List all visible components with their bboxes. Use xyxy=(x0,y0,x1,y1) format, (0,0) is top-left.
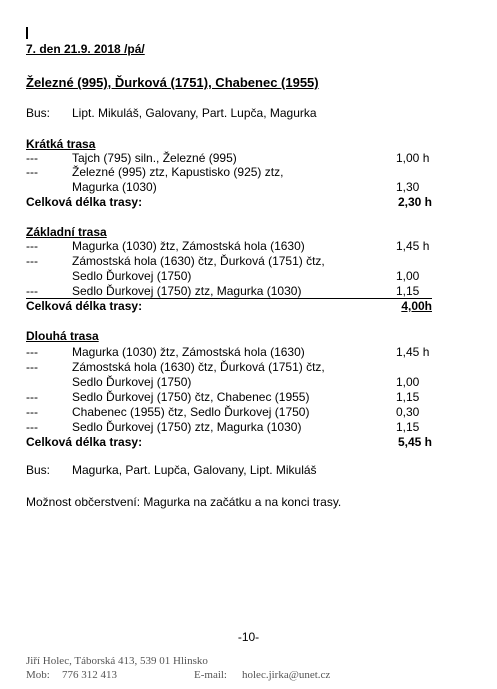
row-time: 1,15 xyxy=(396,420,420,434)
section-title-dlouha: Dlouhá trasa xyxy=(26,329,99,343)
route-heading: Železné (995), Ďurková (1751), Chabenec (1955) xyxy=(26,75,319,90)
section-title-kratka: Krátká trasa xyxy=(26,137,96,151)
footer-email: holec.jirka@unet.cz xyxy=(242,669,331,681)
text-cursor xyxy=(26,27,28,39)
row-desc-cont: Sedlo Ďurkovej (1750) xyxy=(72,269,192,283)
row-time: 1,00 xyxy=(396,269,420,283)
row-time: 1,00 h xyxy=(396,151,430,165)
row-dash: --- xyxy=(26,390,38,404)
row-dash: --- xyxy=(26,345,38,359)
footer-address: Jiří Holec, Táborská 413, 539 01 Hlinsko xyxy=(26,655,208,667)
row-desc: Sedlo Ďurkovej (1750) ztz, Magurka (1030) xyxy=(72,420,302,434)
row-dash: --- xyxy=(26,151,38,165)
bus-out-text: Magurka, Part. Lupča, Galovany, Lipt. Mikuláš xyxy=(72,463,317,477)
total-label: Celková délka trasy: xyxy=(26,299,143,313)
total-value: 2,30 h xyxy=(397,195,432,209)
row-dash: --- xyxy=(26,360,38,374)
total-label: Celková délka trasy: xyxy=(26,435,143,449)
row-dash: --- xyxy=(26,254,38,268)
row-desc: Sedlo Ďurkovej (1750) ztz, Magurka (1030) xyxy=(72,284,302,298)
footer-mob: 776 312 413 xyxy=(62,669,117,681)
row-time: 1,30 xyxy=(396,180,420,194)
row-desc-cont: Magurka (1030) xyxy=(72,180,157,194)
row-desc: Tajch (795) siln., Železné (995) xyxy=(72,151,237,165)
row-time: 1,15 xyxy=(396,284,420,298)
row-desc-cont: Sedlo Ďurkovej (1750) xyxy=(72,375,192,389)
row-time: 1,15 xyxy=(396,390,420,404)
bus-out-label: Bus: xyxy=(26,463,51,477)
total-value: 4,00h xyxy=(401,299,432,313)
row-desc: Magurka (1030) žtz, Zámostská hola (1630) xyxy=(72,345,305,359)
refreshment-note: Možnost občerstvení: Magurka na začátku a na konci trasy. xyxy=(26,495,342,509)
row-desc: Zámostská hola (1630) čtz, Ďurková (1751) čtz, xyxy=(72,360,325,374)
row-dash: --- xyxy=(26,405,38,419)
page-number: -10- xyxy=(237,630,260,644)
total-label: Celková délka trasy: xyxy=(26,195,143,209)
bus-in-label: Bus: xyxy=(26,106,51,120)
row-time: 1,45 h xyxy=(396,345,430,359)
row-time: 1,00 xyxy=(396,375,420,389)
section-title-zakladni: Základní trasa xyxy=(26,225,107,239)
row-desc: Železné (995) ztz, Kapustisko (925) ztz, xyxy=(72,165,284,179)
bus-in-text: Lipt. Mikuláš, Galovany, Part. Lupča, Magurka xyxy=(72,106,317,120)
row-desc: Magurka (1030) žtz, Zámostská hola (1630) xyxy=(72,239,305,253)
row-dash: --- xyxy=(26,420,38,434)
row-dash: --- xyxy=(26,284,38,298)
row-desc: Chabenec (1955) čtz, Sedlo Ďurkovej (1750) xyxy=(72,405,310,419)
total-value: 5,45 h xyxy=(397,435,432,449)
row-dash: --- xyxy=(26,239,38,253)
row-time: 0,30 xyxy=(396,405,420,419)
row-dash: --- xyxy=(26,165,38,179)
row-desc: Sedlo Ďurkovej (1750) čtz, Chabenec (1955) xyxy=(72,390,310,404)
row-desc: Zámostská hola (1630) čtz, Ďurková (1751) čtz, xyxy=(72,254,325,268)
day-heading: 7. den 21.9. 2018 /pá/ xyxy=(26,42,145,56)
row-time: 1,45 h xyxy=(396,239,430,253)
footer-email-label: E-mail: xyxy=(194,669,227,681)
footer-mob-label: Mob: xyxy=(26,669,50,681)
